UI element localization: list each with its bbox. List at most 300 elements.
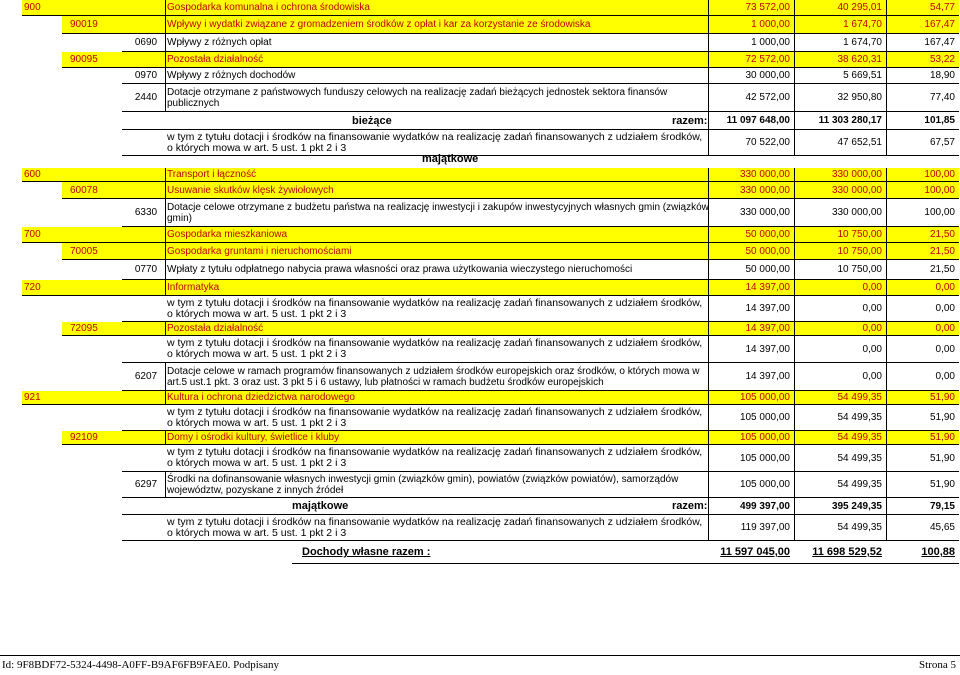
document-id: Id: 9F8BDF72-5324-4498-A0FF-B9AF6FB9FAE0. Podpisany	[2, 659, 279, 671]
table-row	[122, 445, 959, 472]
column-divider	[794, 168, 795, 181]
column-divider	[708, 199, 709, 226]
column-divider	[794, 405, 795, 430]
percent-value: 51,90	[929, 392, 955, 403]
chapter-code	[24, 405, 64, 430]
percent-value: 51,90	[929, 412, 955, 423]
summary-label: bieżące	[352, 114, 392, 127]
plan-value: 14 397,00	[745, 282, 790, 293]
percent-value: 0,00	[935, 303, 955, 314]
column-divider	[708, 363, 709, 390]
column-divider	[886, 168, 887, 181]
column-divider	[886, 112, 887, 129]
summary-biezace	[122, 112, 959, 130]
paragraph-code	[126, 296, 166, 321]
executed-value: 0,00	[862, 323, 882, 334]
table-row	[62, 16, 959, 34]
column-divider	[886, 227, 887, 242]
item-name: Transport i łączność	[167, 169, 257, 180]
column-divider	[708, 227, 709, 242]
percent-value: 0,00	[935, 371, 955, 382]
paragraph-code	[126, 322, 166, 335]
executed-value: 10 750,00	[837, 245, 882, 257]
column-divider	[165, 0, 166, 15]
column-divider	[886, 199, 887, 226]
column-divider	[794, 243, 795, 259]
column-divider	[708, 431, 709, 444]
item-name: Gospodarka komunalna i ochrona środowiska	[167, 2, 370, 13]
column-divider	[886, 431, 887, 444]
section-code	[64, 260, 116, 279]
razem-label: razem:	[672, 500, 708, 512]
table-row	[62, 243, 959, 260]
razem-label: razem:	[672, 114, 708, 127]
section-code	[64, 336, 116, 362]
executed-value: 54 499,35	[837, 432, 882, 443]
paragraph-code	[126, 243, 166, 259]
percent-value: 79,15	[929, 500, 955, 512]
column-divider	[886, 405, 887, 430]
paragraph-code	[126, 16, 166, 33]
plan-value: 50 000,00	[745, 229, 790, 240]
plan-value: 330 000,00	[739, 184, 790, 196]
column-divider	[708, 515, 709, 540]
plan-value: 11 097 648,00	[726, 115, 790, 126]
column-divider	[165, 322, 166, 335]
paragraph-code	[126, 405, 166, 430]
item-name: w tym z tytułu dotacji i środków na finansowanie wydatków na realizację zadań finansowanych z udziałem środków, o których mowa w art. 5 ust. 1 pkt 2 i 3	[167, 296, 703, 320]
table-row	[62, 182, 959, 199]
item-name: Pozostała działalność	[167, 54, 264, 65]
chapter-code	[24, 296, 64, 321]
item-name: Dotacje otrzymane z państwowych funduszy celowych na realizację zadań bieżących jednostek sektora finansów publicznych	[167, 86, 668, 109]
executed-value: 0,00	[862, 371, 882, 382]
column-divider	[708, 182, 709, 198]
item-name: Wpływy z różnych dochodów	[167, 70, 296, 81]
column-divider	[794, 322, 795, 335]
column-divider	[165, 391, 166, 404]
percent-value: 51,90	[929, 452, 955, 464]
column-divider	[165, 243, 166, 259]
section-code	[64, 227, 116, 242]
chapter-code	[24, 199, 64, 226]
chapter-code: 900	[24, 2, 41, 13]
column-divider	[794, 260, 795, 279]
section-code	[64, 405, 116, 430]
column-divider	[708, 296, 709, 321]
table-row	[22, 227, 959, 243]
item-name: Gospodarka gruntami i nieruchomościami	[167, 245, 352, 257]
column-divider	[794, 280, 795, 295]
executed-value: 54 499,35	[837, 452, 882, 464]
column-divider	[708, 336, 709, 362]
column-divider	[886, 34, 887, 51]
column-divider	[886, 243, 887, 259]
column-divider	[794, 112, 795, 129]
column-divider	[165, 34, 166, 51]
executed-value: 330 000,00	[831, 184, 882, 196]
item-name: Usuwanie skutków klęsk żywiołowych	[167, 184, 334, 196]
section-code	[64, 34, 116, 51]
summary-label: Dochody własne razem :	[302, 546, 431, 558]
section-title-majatkowe: majątkowe	[422, 153, 479, 165]
column-divider	[708, 405, 709, 430]
chapter-code	[24, 363, 64, 390]
table-row	[122, 84, 959, 112]
column-divider	[886, 130, 887, 155]
section-code	[64, 0, 116, 15]
section-code	[64, 168, 116, 181]
item-name: Wpłaty z tytułu odpłatnego nabycia prawa własności oraz prawa użytkowania wieczystego nieruchomości	[167, 264, 633, 275]
section-code	[64, 68, 116, 83]
executed-value: 5 669,51	[843, 70, 882, 81]
percent-value: 100,00	[924, 184, 955, 196]
column-divider	[886, 391, 887, 404]
percent-value: 0,00	[935, 282, 955, 293]
column-divider	[708, 112, 709, 129]
plan-value: 70 522,00	[745, 137, 790, 148]
paragraph-code: 6330	[134, 207, 158, 218]
item-name: Wpływy z różnych opłat	[167, 37, 272, 48]
column-divider	[165, 16, 166, 33]
percent-value: 100,88	[921, 546, 955, 558]
chapter-code	[24, 52, 64, 67]
column-divider	[794, 52, 795, 67]
section-code: 90095	[70, 54, 98, 65]
table-row	[122, 336, 959, 363]
column-divider	[708, 260, 709, 279]
column-divider	[708, 130, 709, 155]
plan-value: 14 397,00	[745, 323, 790, 334]
executed-value: 54 499,35	[837, 479, 882, 490]
section-code	[64, 84, 116, 111]
item-name: Informatyka	[167, 282, 220, 293]
chapter-code	[24, 431, 64, 444]
paragraph-code	[126, 431, 166, 444]
section-code	[64, 363, 116, 390]
paragraph-code	[126, 280, 166, 295]
table-row	[122, 68, 959, 84]
paragraph-code	[126, 227, 166, 242]
column-divider	[165, 363, 166, 390]
chapter-code	[24, 260, 64, 279]
table-row	[22, 280, 959, 296]
chapter-code	[24, 243, 64, 259]
column-divider	[708, 168, 709, 181]
summary-total	[292, 541, 959, 564]
chapter-code	[24, 84, 64, 111]
column-divider	[708, 498, 709, 514]
executed-value: 330 000,00	[831, 169, 882, 180]
column-divider	[794, 34, 795, 51]
chapter-code: 921	[24, 392, 41, 403]
plan-value: 105 000,00	[739, 479, 790, 490]
item-name: w tym z tytułu dotacji i środków na finansowanie wydatków na realizację zadań finansowanych z udziałem środków, o których mowa w art. 5 ust. 1 pkt 2 i 3	[167, 446, 703, 469]
executed-value: 47 652,51	[837, 137, 882, 148]
column-divider	[886, 363, 887, 390]
percent-value: 21,50	[929, 229, 955, 240]
plan-value: 105 000,00	[739, 452, 790, 464]
paragraph-code	[126, 445, 166, 471]
executed-value: 10 750,00	[837, 264, 882, 275]
chapter-code	[24, 16, 64, 33]
table-row	[22, 391, 959, 405]
section-code	[64, 199, 116, 226]
column-divider	[165, 182, 166, 198]
column-divider	[708, 68, 709, 83]
percent-value: 0,00	[935, 343, 955, 355]
plan-value: 14 397,00	[745, 343, 790, 355]
column-divider	[708, 391, 709, 404]
column-divider	[794, 445, 795, 471]
paragraph-code	[126, 52, 166, 67]
plan-value: 72 572,00	[745, 54, 790, 65]
column-divider	[708, 52, 709, 67]
column-divider	[708, 280, 709, 295]
table-row	[22, 168, 959, 182]
percent-value: 101,85	[924, 115, 955, 126]
paragraph-code	[126, 168, 166, 181]
paragraph-code	[126, 391, 166, 404]
percent-value: 167,47	[924, 19, 955, 30]
item-name: w tym z tytułu dotacji i środków na finansowanie wydatków na realizację zadań finansowanych z udziałem środków, o których mowa w art. 5 ust. 1 pkt 2 i 3	[167, 405, 703, 429]
plan-value: 119 397,00	[740, 522, 790, 533]
item-name: w tym z tytułu dotacji i środków na finansowanie wydatków na realizację zadań finansowanych z udziałem środków, o których mowa w art. 5 ust. 1 pkt 2 i 3	[167, 130, 703, 154]
column-divider	[794, 227, 795, 242]
executed-value: 11 303 280,17	[818, 115, 882, 126]
column-divider	[708, 445, 709, 471]
plan-value: 30 000,00	[745, 70, 790, 81]
paragraph-code	[126, 336, 166, 362]
column-divider	[794, 391, 795, 404]
chapter-code	[24, 472, 64, 497]
paragraph-code: 0690	[134, 37, 158, 48]
table-row	[22, 0, 959, 16]
chapter-code	[24, 322, 64, 335]
percent-value: 167,47	[924, 37, 955, 48]
table-row	[122, 296, 959, 322]
section-code: 90019	[70, 19, 98, 30]
paragraph-code: 6207	[134, 371, 158, 382]
plan-value: 73 572,00	[745, 2, 790, 13]
plan-value: 1 000,00	[751, 19, 790, 30]
executed-value: 32 950,80	[837, 92, 882, 103]
table-row	[62, 431, 959, 445]
executed-value: 10 750,00	[837, 229, 882, 240]
item-name: Dotacje celowe otrzymane z budżetu państwa na realizację inwestycji i zakupów inwestycyjnych własnych gmin (związków gmin)	[167, 201, 709, 224]
column-divider	[886, 445, 887, 471]
table-row	[122, 260, 959, 280]
item-name: Domy i ośrodki kultury, świetlice i kluby	[167, 432, 340, 443]
column-divider	[886, 336, 887, 362]
plan-value: 42 572,00	[745, 92, 790, 103]
plan-value: 105 000,00	[739, 412, 790, 423]
chapter-code: 720	[24, 282, 41, 293]
column-divider	[708, 0, 709, 15]
executed-value: 1 674,70	[843, 37, 882, 48]
table-row	[122, 34, 959, 52]
column-divider	[794, 472, 795, 497]
column-divider	[794, 498, 795, 514]
item-name: w tym z tytułu dotacji i środków na finansowanie wydatków na realizację zadań finansowanych z udziałem środków, o których mowa w art. 5 ust. 1 pkt 2 i 3	[167, 515, 703, 539]
executed-value: 40 295,01	[837, 2, 882, 13]
section-code	[64, 296, 116, 321]
table-row	[122, 472, 959, 498]
column-divider	[708, 322, 709, 335]
percent-value: 45,65	[929, 522, 955, 533]
table-row	[62, 322, 959, 336]
section-code	[64, 445, 116, 471]
column-divider	[794, 296, 795, 321]
item-name: Wpływy i wydatki związane z gromadzeniem środków z opłat i kar za korzystanie ze środowiska	[167, 19, 591, 30]
plan-value: 1 000,00	[751, 37, 790, 48]
plan-value: 14 397,00	[745, 371, 790, 382]
column-divider	[794, 182, 795, 198]
plan-value: 11 597 045,00	[720, 546, 790, 558]
column-divider	[708, 243, 709, 259]
plan-value: 499 397,00	[739, 500, 790, 512]
column-divider	[794, 68, 795, 83]
executed-value: 54 499,35	[837, 412, 882, 423]
column-divider	[708, 16, 709, 33]
plan-value: 14 397,00	[745, 303, 790, 314]
page-footer	[0, 655, 960, 674]
summary-majatkowe	[122, 498, 959, 515]
column-divider	[165, 472, 166, 497]
plan-value: 105 000,00	[739, 432, 790, 443]
percent-value: 18,90	[929, 70, 955, 81]
section-code: 72095	[70, 323, 98, 334]
column-divider	[794, 0, 795, 15]
chapter-code	[24, 336, 64, 362]
column-divider	[886, 322, 887, 335]
table-row	[62, 52, 959, 68]
plan-value: 50 000,00	[745, 245, 790, 257]
column-divider	[886, 280, 887, 295]
executed-value: 11 698 529,52	[812, 546, 882, 558]
column-divider	[165, 280, 166, 295]
executed-value: 1 674,70	[843, 19, 882, 30]
item-name: Pozostała działalność	[167, 323, 264, 334]
percent-value: 67,57	[929, 137, 955, 148]
percent-value: 51,90	[929, 432, 955, 443]
section-code	[64, 280, 116, 295]
chapter-code	[24, 182, 64, 198]
executed-value: 0,00	[862, 303, 882, 314]
chapter-code	[24, 445, 64, 471]
column-divider	[886, 296, 887, 321]
page-number: Strona 5	[919, 659, 956, 671]
column-divider	[886, 472, 887, 497]
column-divider	[794, 363, 795, 390]
summary-wtym	[122, 515, 959, 541]
summary-label: majątkowe	[292, 500, 349, 512]
column-divider	[708, 34, 709, 51]
percent-value: 21,50	[929, 264, 955, 275]
column-divider	[708, 472, 709, 497]
executed-value: 0,00	[862, 282, 882, 293]
paragraph-code: 0770	[134, 264, 158, 275]
column-divider	[886, 68, 887, 83]
column-divider	[165, 68, 166, 83]
section-code: 92109	[70, 432, 98, 443]
table-row	[122, 363, 959, 391]
column-divider	[794, 431, 795, 444]
section-code: 70005	[70, 245, 98, 257]
percent-value: 100,00	[924, 207, 955, 218]
executed-value: 330 000,00	[831, 207, 882, 218]
executed-value: 54 499,35	[837, 392, 882, 403]
column-divider	[886, 0, 887, 15]
percent-value: 54,77	[929, 2, 955, 13]
column-divider	[886, 182, 887, 198]
column-divider	[794, 336, 795, 362]
column-divider	[165, 52, 166, 67]
column-divider	[165, 168, 166, 181]
column-divider	[794, 199, 795, 226]
section-code: 60078	[70, 184, 98, 196]
chapter-code: 600	[24, 169, 41, 180]
plan-value: 50 000,00	[745, 264, 790, 275]
column-divider	[708, 84, 709, 111]
chapter-code	[24, 68, 64, 83]
item-name: Dotacje celowe w ramach programów finansowanych z udziałem środków europejskich oraz środków, o których mowa w art.5 ust.1 pkt. 3 oraz ust. 3 pkt 5 i 6 ustawy, lub płatności w ramach budżetu środków europejskich	[167, 365, 700, 388]
column-divider	[794, 515, 795, 540]
column-divider	[165, 84, 166, 111]
column-divider	[886, 498, 887, 514]
column-divider	[165, 199, 166, 226]
section-code	[64, 391, 116, 404]
executed-value: 395 249,35	[831, 500, 882, 512]
column-divider	[886, 515, 887, 540]
item-name: Gospodarka mieszkaniowa	[167, 229, 288, 240]
column-divider	[794, 84, 795, 111]
plan-value: 330 000,00	[739, 207, 790, 218]
summary-wtym	[122, 130, 959, 156]
paragraph-code	[126, 182, 166, 198]
column-divider	[886, 16, 887, 33]
table-row	[122, 405, 959, 431]
column-divider	[165, 431, 166, 444]
table-row	[122, 199, 959, 227]
column-divider	[165, 260, 166, 279]
column-divider	[794, 130, 795, 155]
item-name: Kultura i ochrona dziedzictwa narodowego	[167, 392, 355, 403]
paragraph-code	[126, 0, 166, 15]
plan-value: 330 000,00	[739, 169, 790, 180]
section-code	[64, 472, 116, 497]
percent-value: 53,22	[929, 54, 955, 65]
column-divider	[886, 260, 887, 279]
executed-value: 38 620,31	[837, 54, 882, 65]
percent-value: 77,40	[929, 92, 955, 103]
executed-value: 0,00	[862, 343, 882, 355]
executed-value: 54 499,35	[837, 522, 882, 533]
chapter-code: 700	[24, 229, 41, 240]
column-divider	[886, 84, 887, 111]
percent-value: 21,50	[929, 245, 955, 257]
percent-value: 0,00	[935, 323, 955, 334]
percent-value: 51,90	[929, 479, 955, 490]
paragraph-code: 2440	[134, 92, 158, 103]
item-name: w tym z tytułu dotacji i środków na finansowanie wydatków na realizację zadań finansowanych z udziałem środków, o których mowa w art. 5 ust. 1 pkt 2 i 3	[167, 337, 703, 360]
percent-value: 100,00	[924, 169, 955, 180]
item-name: Środki na dofinansowanie własnych inwestycji gmin (związków gmin), powiatów (związków powiatów), samorządów województw, pozyskane z innych źródeł	[167, 473, 679, 496]
column-divider	[165, 227, 166, 242]
plan-value: 105 000,00	[739, 392, 790, 403]
column-divider	[794, 16, 795, 33]
paragraph-code: 0970	[134, 70, 158, 81]
